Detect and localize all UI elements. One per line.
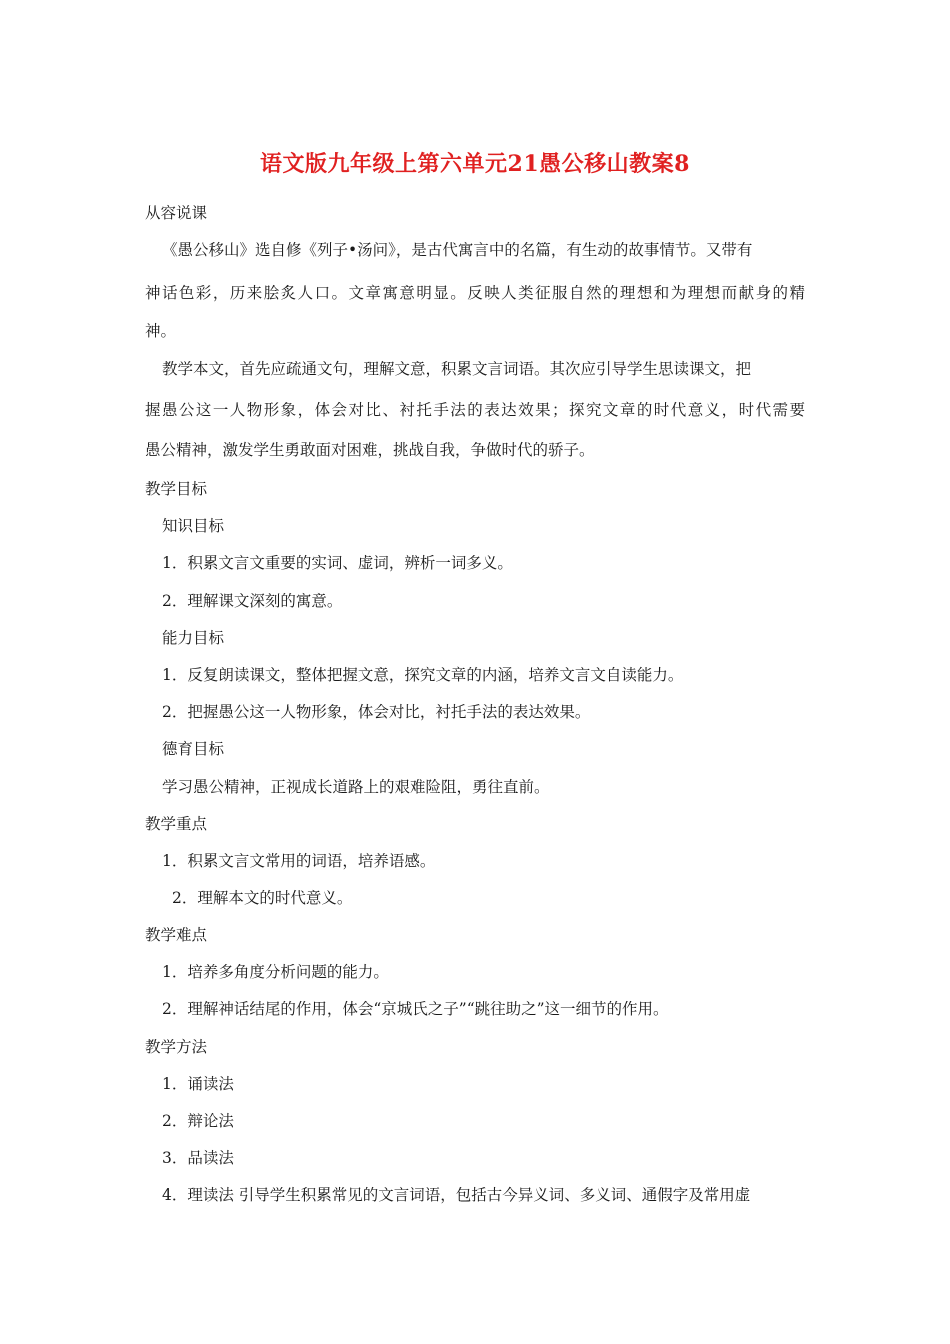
method-item-2: 2．辩论法 <box>162 1112 234 1130</box>
subheading-knowledge: 知识目标 <box>162 517 225 535</box>
difficult-item-2: 2．理解神话结尾的作用，体会“京城氏之子”“跳往助之”这一细节的作用。 <box>162 1000 669 1018</box>
subheading-ability: 能力目标 <box>162 629 225 647</box>
moral-text: 学习愚公精神，正视成长道路上的艰难险阻，勇往直前。 <box>162 778 550 796</box>
intro-paragraph-2-line-3: 愚公精神，激发学生勇敢面对困难，挑战自我，争做时代的骄子。 <box>145 441 595 459</box>
method-item-4: 4．理读法 引导学生积累常见的文言词语，包括古今异义词、多义词、通假字及常用虚 <box>162 1186 751 1204</box>
key-item-2: 2．理解本文的时代意义。 <box>172 889 353 907</box>
ability-item-2: 2．把握愚公这一人物形象，体会对比，衬托手法的表达效果。 <box>162 703 591 721</box>
knowledge-item-2: 2．理解课文深刻的寓意。 <box>162 592 343 610</box>
intro-paragraph-2-line-2: 握愚公这一人物形象，体会对比、衬托手法的表达效果；探究文章的时代意义，时代需要 <box>145 401 805 419</box>
section-heading-goals: 教学目标 <box>145 480 208 498</box>
section-heading-key-points: 教学重点 <box>145 815 208 833</box>
section-heading-difficulties: 教学难点 <box>145 926 208 944</box>
subheading-moral: 德育目标 <box>162 740 225 758</box>
difficult-item-1: 1．培养多角度分析问题的能力。 <box>162 963 389 981</box>
intro-paragraph-2-line-1: 教学本文，首先应疏通文句，理解文意，积累文言词语。其次应引导学生思读课文，把 <box>162 360 752 378</box>
knowledge-item-1: 1．积累文言文重要的实词、虚词，辨析一词多义。 <box>162 554 513 572</box>
method-item-3: 3．品读法 <box>162 1149 234 1167</box>
intro-paragraph-1-line-3: 神。 <box>145 322 177 340</box>
section-heading-methods: 教学方法 <box>145 1038 208 1056</box>
intro-paragraph-1-line-2: 神话色彩，历来脍炙人口。文章寓意明显。反映人类征服自然的理想和为理想而献身的精 <box>145 284 805 302</box>
intro-paragraph-1-line-1: 《愚公移山》选自修《列子•汤问》，是古代寓言中的名篇，有生动的故事情节。又带有 <box>162 241 753 259</box>
method-item-1: 1．诵读法 <box>162 1075 234 1093</box>
page-title: 语文版九年级上第六单元21愚公移山教案8 <box>260 151 690 177</box>
section-heading-intro: 从容说课 <box>145 204 208 222</box>
key-item-1: 1．积累文言文常用的词语，培养语感。 <box>162 852 436 870</box>
ability-item-1: 1．反复朗读课文，整体把握文意，探究文章的内涵，培养文言文自读能力。 <box>162 666 684 684</box>
